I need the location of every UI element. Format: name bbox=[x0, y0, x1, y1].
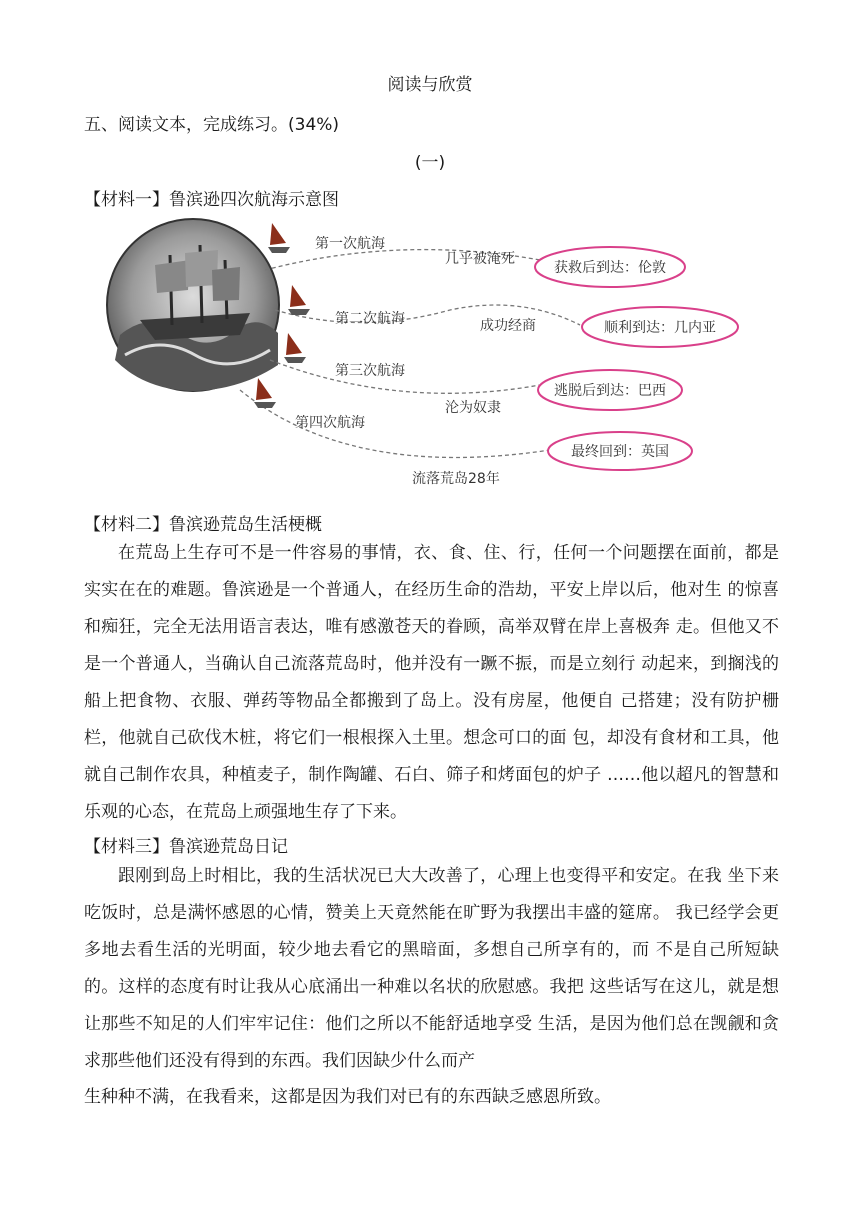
material2-paragraph: 在荒岛上生存可不是一件容易的事情，衣、食、住、行，任何一个问题摆在面前，都是实实在在的难题。鲁滨逊是一个普通人，在经历生命的浩劫，平安上岸以后，他对生 的惊喜和痴狂，完全无法用语言表达，唯有感激苍天的眷顾，高举双臂在岸上喜极奔 走。但他又不是一个普通人，当确认自己流落荒岛时，他并没有一蹶不振，而是立刻行 动起来，到搁浅的船上把食物、衣服、弹药等物品全都搬到了岛上。没有房屋，他便自 己搭建；没有防护栅栏，他就自己砍伐木桩，将它们一根根探入土里。想念可口的面 包，却没有食材和工具，他就自己制作农具，种植麦子，制作陶罐、石白、筛子和烤面包的炉子 ……他以超凡的智慧和乐观的心态，在荒岛上顽强地生存了下来。 bbox=[84, 543, 779, 822]
material3-paragraph: 跟刚到岛上时相比，我的生活状况已大大改善了，心理上也变得平和安定。在我 坐下来吃饭时，总是满怀感恩的心情，赞美上天竟然能在旷野为我摆出丰盛的筵席。 我已经学会更多地去看生活的光明面，较少地去看它的黑暗面，多想自己所享有的，而 不是自己所短缺的。这样的态度有时让我从心底涌出一种难以名状的欣慰感。我把 这些话写在这儿，就是想让那些不知足的人们牢牢记住：他们之所以不能舒适地享受 生活，是因为他们总在觊觎和贪求那些他们还没有得到的东西。我们因缺少什么而产 bbox=[84, 866, 779, 1071]
result-ellipse bbox=[548, 432, 692, 470]
voyage-event: 沦为奴隶 bbox=[445, 400, 501, 416]
voyage-event: 成功经商 bbox=[480, 318, 536, 334]
material2-heading: 【材料二】鲁滨逊荒岛生活梗概 bbox=[84, 515, 322, 535]
result-ellipse bbox=[535, 247, 685, 287]
sailboat-icon bbox=[288, 285, 310, 315]
result-text: 顺利到达：几内亚 bbox=[604, 320, 716, 336]
voyage-label: 第一次航海 bbox=[315, 236, 385, 252]
sailboat-icon bbox=[284, 333, 306, 363]
result-text: 获救后到达：伦敦 bbox=[554, 260, 666, 276]
ship-illustration bbox=[107, 219, 279, 391]
result-text: 逃脱后到达：巴西 bbox=[554, 383, 666, 399]
result-text: 最终回到：英国 bbox=[571, 444, 669, 460]
material3-heading: 【材料三】鲁滨逊荒岛日记 bbox=[84, 837, 288, 857]
sailboat-icon bbox=[268, 223, 290, 253]
page-title: 阅读与欣赏 bbox=[387, 75, 473, 95]
voyage-diagram bbox=[100, 215, 760, 500]
material3-last-line: 生种种不满，在我看来，这都是因为我们对已有的东西缺乏感恩所致。 bbox=[84, 1087, 611, 1107]
voyage-label: 第二次航海 bbox=[335, 311, 405, 327]
sailboat-icon bbox=[254, 378, 276, 408]
section-number bbox=[0, 148, 860, 173]
result-ellipse bbox=[538, 370, 682, 410]
section-number-text: (一) bbox=[414, 153, 446, 173]
question-heading: 五、阅读文本，完成练习。(34%) bbox=[84, 115, 340, 135]
voyage-label: 第三次航海 bbox=[335, 363, 405, 379]
voyage-label: 第四次航海 bbox=[295, 415, 365, 431]
voyage-event: 几乎被淹死 bbox=[445, 251, 515, 267]
result-ellipse bbox=[582, 307, 738, 347]
voyage-event: 流落荒岛28年 bbox=[412, 471, 500, 487]
material1-heading: 【材料一】鲁滨逊四次航海示意图 bbox=[84, 190, 339, 210]
